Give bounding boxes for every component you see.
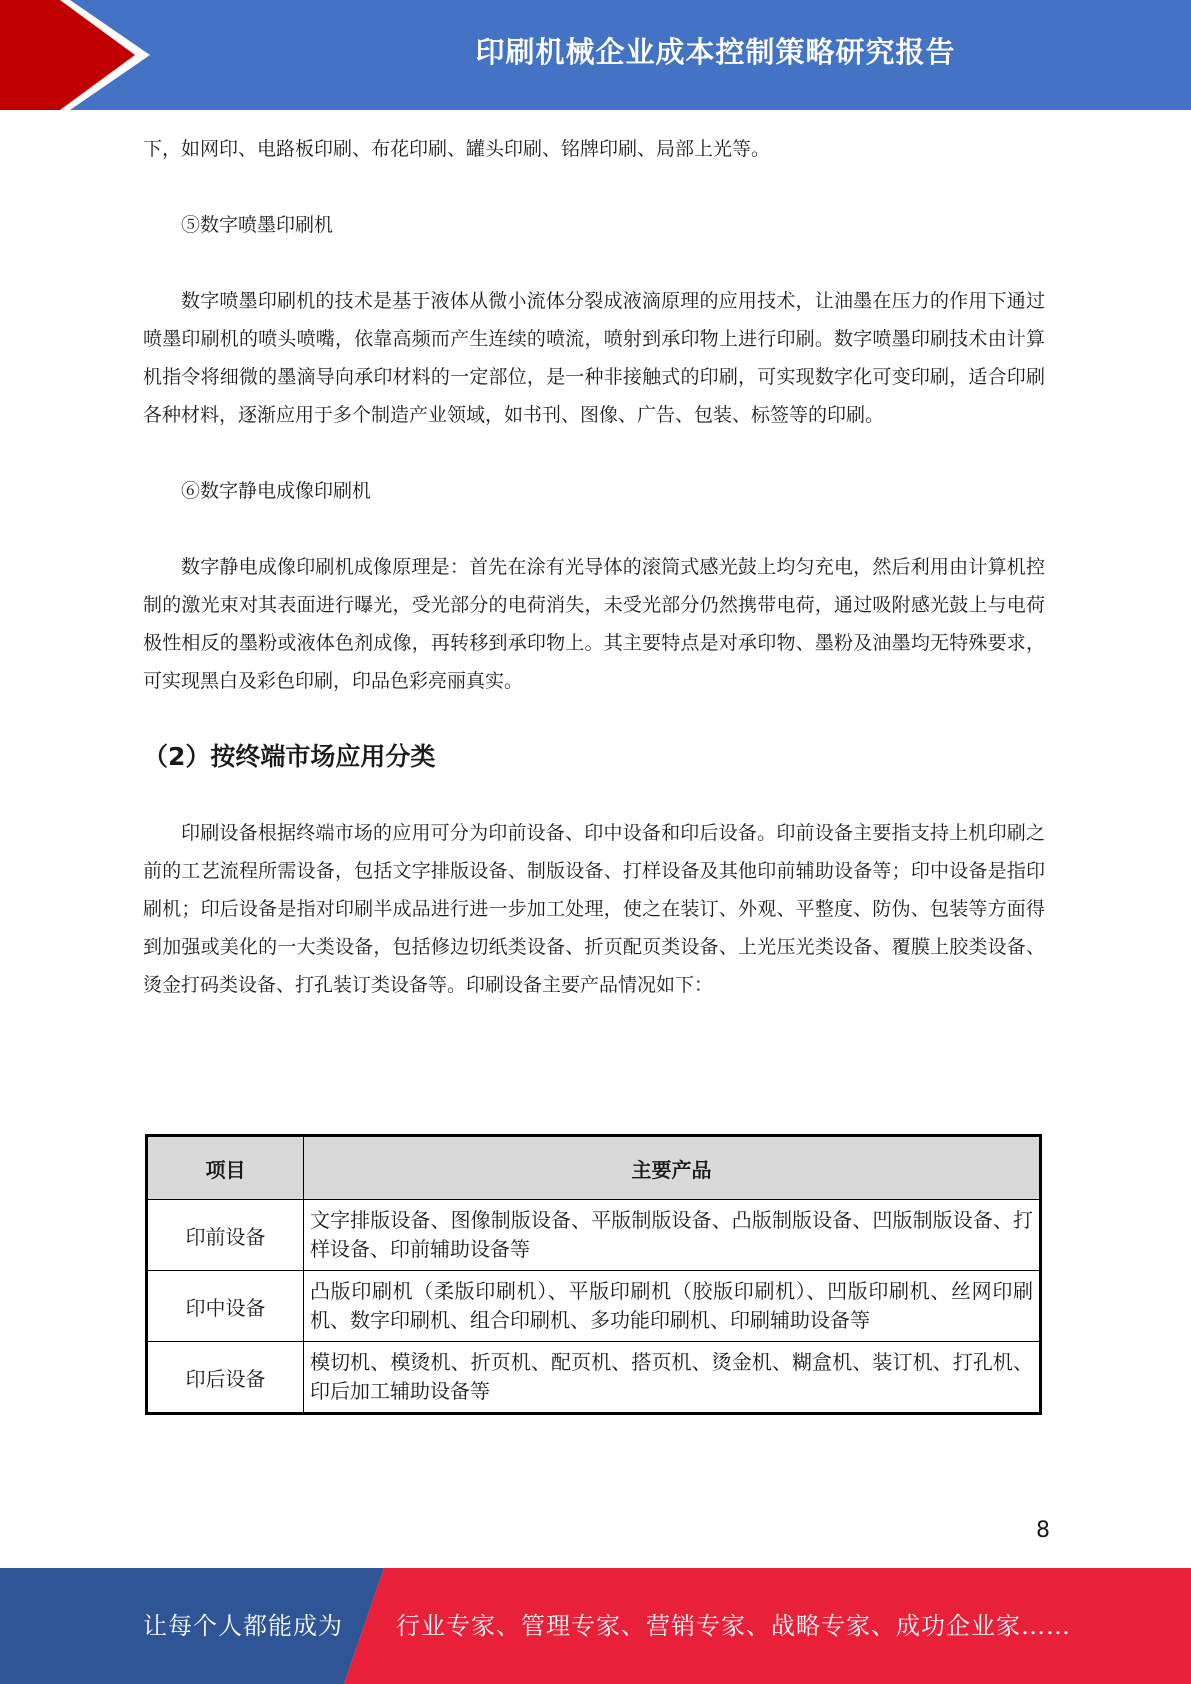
item-6-heading: ⑥数字静电成像印刷机 (181, 480, 372, 502)
table-row (147, 1342, 1041, 1414)
row-item: 印前设备 (147, 1200, 304, 1271)
continuation-text: 下，如网印、电路板印刷、布花印刷、罐头印刷、铭牌印刷、局部上光等。 (143, 138, 771, 160)
table-header-row (147, 1136, 1041, 1200)
table-row (147, 1271, 1041, 1342)
products-table (145, 1134, 1042, 1415)
section-2-body: 印刷设备根据终端市场的应用可分为印前设备、印中设备和印后设备。印前设备主要指支持上机印刷之前的工艺流程所需设备，包括文字排版设备、制版设备、打样设备及其他印前辅助设备等；印中设备是指印刷机；印后设备是指对印刷半成品进行进一步加工处理，使之在装订、外观、平整度、防伪、包装等方面得到加强或美化的一大类设备，包括修边切纸类设备、折页配页类设备、上光压光类设备、覆膜上胶类设备、烫金打码类设备、打孔装订类设备等。印刷设备主要产品情况如下： (143, 822, 1045, 996)
section-2-heading: （2）按终端市场应用分类 (143, 742, 436, 771)
page-footer (0, 1568, 1191, 1684)
item-6-body: 数字静电成像印刷机成像原理是：首先在涂有光导体的滚筒式感光鼓上均匀充电，然后利用由计算机控制的激光束对其表面进行曝光，受光部分的电荷消失，未受光部分仍然携带电荷，通过吸附感光鼓上与电荷极性相反的墨粉或液体色剂成像，再转移到承印物上。其主要特点是对承印物、墨粉及油墨均无特殊要求，可实现黑白及彩色印刷，印品色彩亮丽真实。 (143, 556, 1045, 692)
footer-slogan-left: 让每个人都能成为 (143, 1612, 343, 1640)
row-item: 印后设备 (147, 1342, 304, 1414)
header-products: 主要产品 (304, 1136, 1041, 1200)
item-5-heading: ⑤数字喷墨印刷机 (181, 214, 334, 236)
footer-slogan-right: 行业专家、管理专家、营销专家、战略专家、成功企业家…… (396, 1612, 1071, 1640)
item-5-body: 数字喷墨印刷机的技术是基于液体从微小流体分裂成液滴原理的应用技术，让油墨在压力的作用下通过喷墨印刷机的喷头喷嘴，依靠高频而产生连续的喷流，喷射到承印物上进行印刷。数字喷墨印刷技术由计算机指令将细微的墨滴导向承印材料的一定部位，是一种非接触式的印刷，可实现数字化可变印刷，适合印刷各种材料，逐渐应用于多个制造产业领域，如书刊、图像、广告、包装、标签等的印刷。 (143, 290, 1045, 426)
table-row (147, 1200, 1041, 1271)
page-header (0, 0, 1191, 110)
row-products: 凸版印刷机（柔版印刷机）、平版印刷机（胶版印刷机）、凹版印刷机、丝网印刷机、数字印刷机、组合印刷机、多功能印刷机、印刷辅助设备等 (304, 1271, 1041, 1342)
report-title: 印刷机械企业成本控制策略研究报告 (475, 34, 956, 69)
page-content (143, 130, 1045, 1004)
row-products: 模切机、模烫机、折页机、配页机、搭页机、烫金机、糊盒机、装订机、打孔机、印后加工辅助设备等 (304, 1342, 1041, 1414)
page-number: 8 (1036, 1518, 1050, 1543)
header-item: 项目 (147, 1136, 304, 1200)
row-products: 文字排版设备、图像制版设备、平版制版设备、凸版制版设备、凹版制版设备、打样设备、印前辅助设备等 (304, 1200, 1041, 1271)
row-item: 印中设备 (147, 1271, 304, 1342)
